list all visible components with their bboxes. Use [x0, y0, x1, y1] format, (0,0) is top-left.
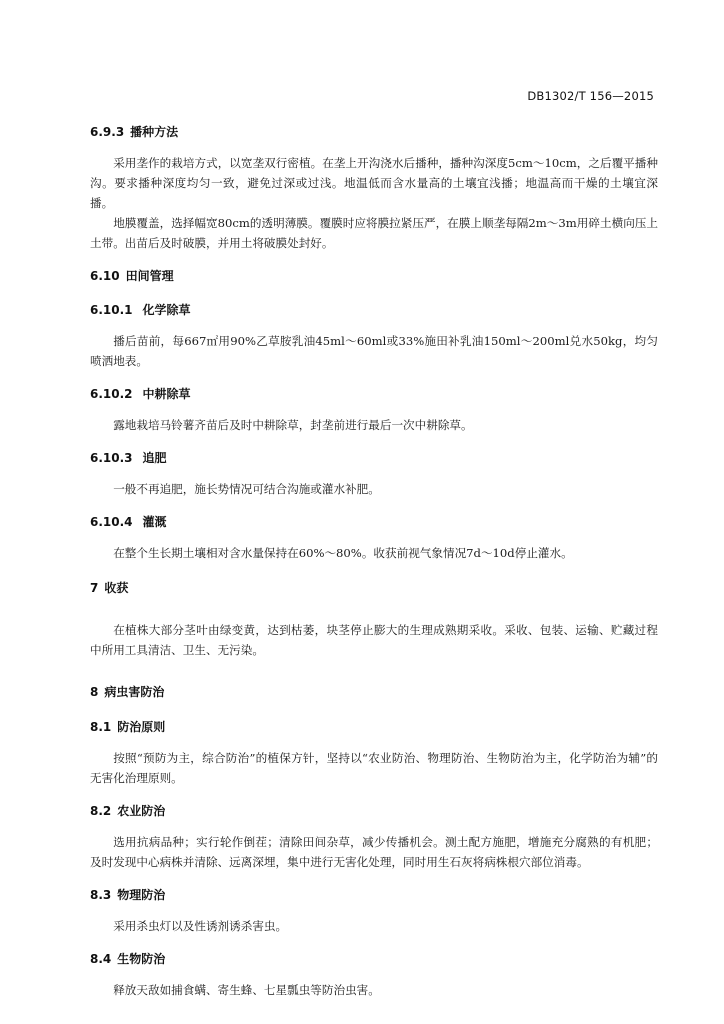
section-title: 灌溉	[142, 515, 167, 529]
paragraph: 播后苗前，每667㎡用90%乙草胺乳油45ml～60ml或33%施田补乳油150ml～200ml兑水50kg，均匀喷洒地表。	[90, 334, 658, 368]
section-number: 8.1	[90, 720, 112, 734]
section-heading-6-10-3	[90, 448, 658, 468]
section-number: 6.10	[90, 269, 120, 283]
section-heading-6-10-4	[90, 512, 658, 532]
section-heading-6-9-3	[90, 122, 658, 142]
section-title: 播种方法	[130, 125, 179, 139]
standard-code: DB1302/T 156—2015	[527, 89, 654, 103]
paragraph: 在植株大部分茎叶由绿变黄，达到枯萎，块茎停止膨大的生理成熟期采收。采收、包装、运输、贮藏过程中所用工具清洁、卫生、无污染。	[90, 623, 658, 657]
section-title: 生物防治	[117, 952, 166, 966]
section-heading-6-10-2	[90, 384, 658, 404]
document-body	[90, 122, 658, 1000]
section-title: 收获	[104, 581, 129, 595]
section-heading-8-4	[90, 949, 658, 969]
paragraph: 采用垄作的栽培方式，以宽垄双行密植。在垄上开沟浇水后播种，播种沟深度5cm～10cm，之后覆平播种沟。要求播种深度均匀一致，避免过深或过浅。地温低而含水量高的土壤宜浅播；地温高而干燥的土壤宜深播。	[90, 156, 658, 210]
section-number: 6.9.3	[90, 125, 125, 139]
section-heading-8	[90, 682, 658, 702]
section-title: 追肥	[142, 451, 167, 465]
section-title: 化学除草	[142, 303, 191, 317]
section-number: 6.10.1	[90, 303, 133, 317]
section-heading-8-2	[90, 801, 658, 821]
section-number: 6.10.3	[90, 451, 133, 465]
section-number: 7	[90, 581, 99, 595]
section-title: 病虫害防治	[104, 685, 165, 699]
section-heading-8-1	[90, 717, 658, 737]
section-number: 8.4	[90, 952, 112, 966]
section-number: 8.2	[90, 804, 112, 818]
section-number: 6.10.2	[90, 387, 133, 401]
paragraph: 露地栽培马铃薯齐苗后及时中耕除草，封垄前进行最后一次中耕除草。	[113, 418, 473, 432]
paragraph: 释放天敌如捕食螨、寄生蜂、七星瓢虫等防治虫害。	[113, 983, 380, 997]
paragraph: 按照“预防为主，综合防治”的植保方针，坚持以“农业防治、物理防治、生物防治为主，化学防治为辅”的无害化治理原则。	[90, 751, 658, 785]
section-title: 农业防治	[117, 804, 166, 818]
section-heading-6-10	[90, 266, 658, 286]
section-number: 8.3	[90, 888, 112, 902]
paragraph: 选用抗病品种；实行轮作倒茬；清除田间杂草，减少传播机会。测土配方施肥，增施充分腐熟的有机肥；及时发现中心病株并清除、远离深埋，集中进行无害化处理，同时用生石灰将病株根穴部位消毒。	[90, 835, 658, 869]
section-title: 防治原则	[117, 720, 166, 734]
section-title: 中耕除草	[142, 387, 191, 401]
paragraph: 采用杀虫灯以及性诱剂诱杀害虫。	[113, 919, 288, 933]
section-heading-7	[90, 578, 658, 598]
section-number: 8	[90, 685, 99, 699]
section-number: 6.10.4	[90, 515, 133, 529]
paragraph: 一般不再追肥，施长势情况可结合沟施或灌水补肥。	[113, 482, 380, 496]
section-heading-8-3	[90, 885, 658, 905]
section-title: 物理防治	[117, 888, 166, 902]
paragraph: 地膜覆盖，选择幅宽80cm的透明薄膜。覆膜时应将膜拉紧压严，在膜上顺垄每隔2m～3m用碎土横向压上土带。出苗后及时破膜，并用土将破膜处封好。	[90, 216, 658, 250]
paragraph: 在整个生长期土壤相对含水量保持在60%～80%。收获前视气象情况7d～10d停止灌水。	[113, 546, 573, 560]
section-title: 田间管理	[125, 269, 174, 283]
section-heading-6-10-1	[90, 300, 658, 320]
